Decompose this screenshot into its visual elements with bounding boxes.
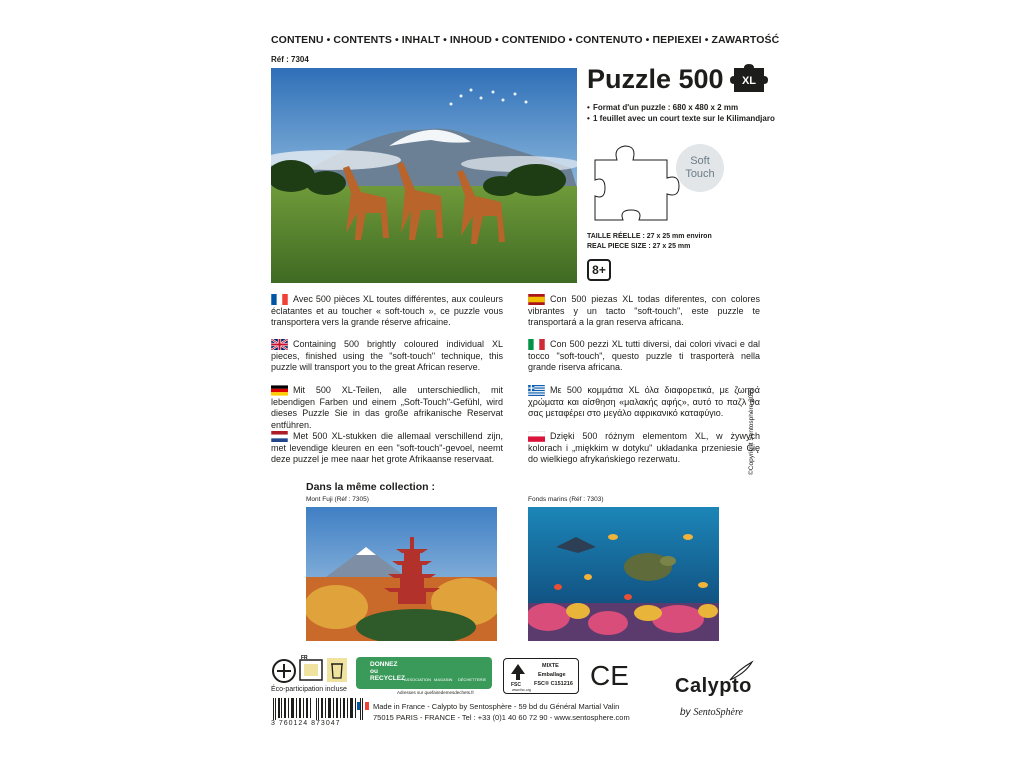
netherlands-flag-icon <box>271 431 288 442</box>
eco-participation: Éco-participation incluse <box>271 686 347 693</box>
puzzle-piece-outline <box>587 138 687 228</box>
triman-fr-label: FR <box>301 655 308 661</box>
recycle-title: DONNEZ ou RECYCLEZ <box>370 661 406 682</box>
fsc-code: FSC® C151216 <box>534 681 573 687</box>
legal-line-1: Made in France - Calypto by Sentosphère - 59 bd du Général Martial Valin <box>373 702 620 711</box>
soft-touch-badge <box>676 144 724 192</box>
description-it: Con 500 pezzi XL tutti diversi, dai colori vivaci e dal tocco "soft-touch", questo puzzle ti trasporterà nella grande riserva africana. <box>528 339 760 372</box>
triman-icon <box>271 658 297 684</box>
collection-caption-seabed: Fonds marins (Réf : 7303) <box>528 496 604 503</box>
recycle-item-association: ASSOCIATION <box>404 677 432 682</box>
sorting-info-icon <box>298 654 324 682</box>
legal-line-2: 75015 PARIS - FRANCE - Tel : +33 (0)1 40 60 72 90 - www.sentosphere.com <box>373 713 630 722</box>
spec-leaflet: • 1 feuillet avec un court texte sur le Kilimandjaro <box>587 114 775 125</box>
collection-title: Dans la même collection : <box>306 481 435 493</box>
description-gr: Με 500 κομμάτια XL όλα διαφορετικά, με ζωηρά χρώματα και αίσθηση «μαλακής αφής», αυτό το παζλ θα σας μεταφέρει στο μεγάλο αφρικανικό καταφύγιο. <box>528 385 760 418</box>
description-pl: Dzięki 500 różnym elementom XL, w żywych kolorach i „miękkim w dotyku" układanka przeniesie Cię do wielkiego afrykańskiego rezerwatu. <box>528 431 760 464</box>
contents-header: CONTENU • CONTENTS • INHALT • INHOUD • CONTENIDO • CONTENUTO • ΠΕΡΙΕΧΕΙ • ZAWARTOŚĆ <box>271 34 780 46</box>
fsc-packaging: Emballage <box>538 672 566 678</box>
reference-number: Réf : 7304 <box>271 55 309 64</box>
kilimanjaro-giraffes-illustration <box>271 68 577 283</box>
spain-flag-icon <box>528 294 545 305</box>
piece-size-en: REAL PIECE SIZE : 27 x 25 mm <box>587 243 691 250</box>
fsc-tree-icon <box>508 662 528 682</box>
description-es: Con 500 piezas XL todas diferentes, con colores vibrantes y un tacto "soft-touch", este puzzle te transportará a la gran reserva africana. <box>528 294 760 327</box>
greece-flag-icon <box>528 385 545 396</box>
ce-mark: CE <box>590 660 629 691</box>
italy-flag-icon <box>528 339 545 350</box>
by-text: by <box>680 707 691 718</box>
feather-icon <box>728 660 754 682</box>
recycle-bin-icon <box>327 658 347 682</box>
france-flag-icon <box>271 294 288 305</box>
description-nl: Met 500 XL-stukken die allemaal verschillend zijn, met levendige kleuren en een "soft-touch"-gevoel, neemt deze puzzel je mee naar het grote Afrikaanse reservaat. <box>271 431 503 464</box>
fsc-url: www.fsc.org <box>512 688 531 692</box>
recycle-item-dechetterie: DÉCHETTERIE <box>458 677 487 682</box>
soft-touch-line-2: Touch <box>685 168 715 180</box>
fsc-mix: MIXTE <box>542 663 559 669</box>
sentosphere-logo: SentoSphère <box>693 707 743 718</box>
age-rating-badge: 8+ <box>587 259 611 281</box>
xl-badge-text: XL <box>741 75 757 87</box>
calypto-logo: Calypto <box>675 675 752 697</box>
product-title: Puzzle 500 <box>587 64 724 94</box>
seabed-thumbnail <box>528 507 719 641</box>
germany-flag-icon <box>271 385 288 396</box>
description-fr: Avec 500 pièces XL toutes différentes, aux couleurs éclatantes et au toucher « soft-touch », ce puzzle vous transportera vers la grande réserve africaine. <box>271 294 503 327</box>
copyright-notice: ©Copyright Sentosphère 2022 <box>748 387 755 475</box>
recycle-item-magasin: MAGASIN <box>434 677 453 682</box>
recycle-info-box <box>356 657 492 689</box>
barcode <box>271 698 365 720</box>
piece-size-fr: TAILLE RÉELLE : 27 x 25 mm environ <box>587 233 712 240</box>
description-de: Mit 500 XL-Teilen, alle unterschiedlich, mit lebendigen Farben und einem „Soft-Touch"-Gefühl, wird dieses Puzzle Sie in das große afrikanische Reservat entführen. <box>271 385 503 430</box>
poland-flag-icon <box>528 431 545 442</box>
description-en: Containing 500 brightly coloured individual XL pieces, finished using the "soft-touch" technique, this puzzle will transport you to the great African reserve. <box>271 339 503 372</box>
soft-touch-line-1: Soft <box>690 155 710 167</box>
collection-caption-fuji: Mont Fuji (Réf : 7305) <box>306 496 369 503</box>
main-puzzle-image <box>271 68 577 283</box>
fsc-label <box>503 658 579 694</box>
barcode-number: 3 760124 873047 <box>271 720 341 727</box>
specs-list <box>587 103 775 124</box>
uk-flag-icon <box>271 339 288 350</box>
legal-info <box>373 701 630 723</box>
mont-fuji-thumbnail <box>306 507 497 641</box>
xl-puzzle-icon <box>730 64 768 92</box>
recycle-url: Adresses sur quefairedemesdechets.fr <box>397 690 475 695</box>
fsc-text: FSC <box>511 682 521 688</box>
by-label <box>680 707 743 718</box>
spec-format: • Format d'un puzzle : 680 x 480 x 2 mm <box>587 103 775 114</box>
